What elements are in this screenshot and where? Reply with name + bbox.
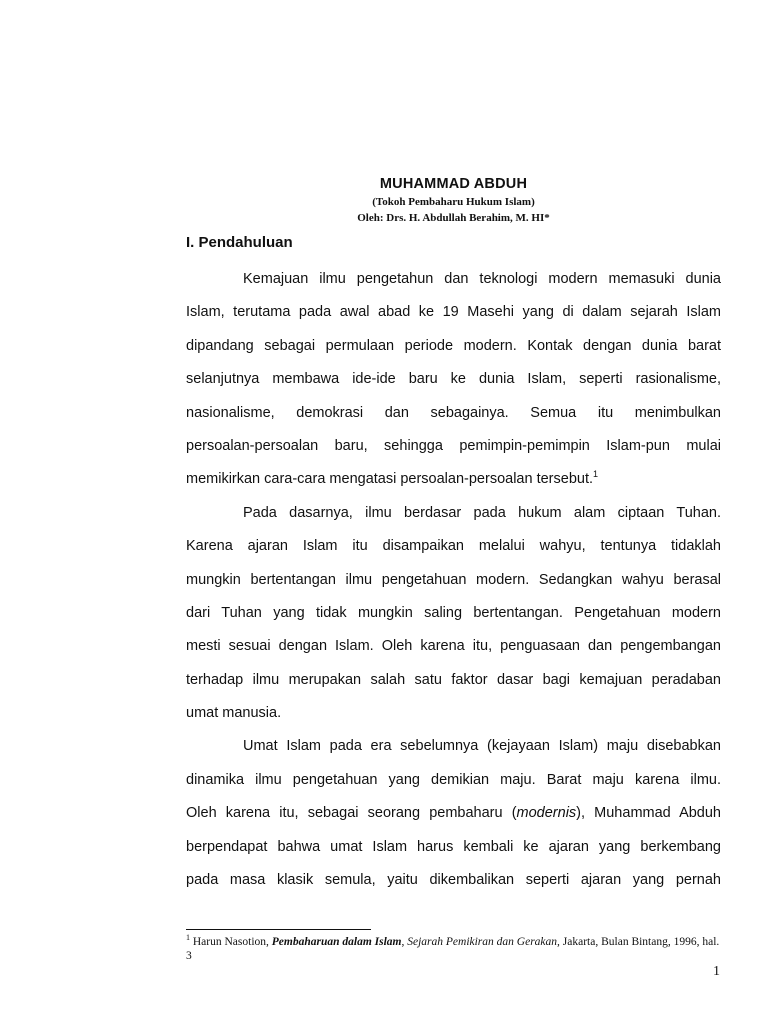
paragraph-line: selanjutnya membawa ide-ide baru ke dunia Islam, seperti rasionalisme, (186, 371, 721, 388)
document-author: Oleh: Drs. H. Abdullah Berahim, M. HI* (357, 212, 550, 224)
footnote-author: Harun Nasotion, (190, 936, 272, 948)
paragraph-line-text: memikirkan cara-cara mengatasi persoalan-persoalan tersebut. (186, 471, 593, 488)
footnote (186, 935, 721, 963)
section-heading: I. Pendahuluan (186, 234, 293, 251)
paragraph-line: berpendapat bahwa umat Islam harus kembali ke ajaran yang berkembang (186, 838, 721, 855)
paragraph-line: persoalan-persoalan baru, sehingga pemimpin-pemimpin Islam-pun mulai (186, 437, 721, 454)
paragraph-line: Karena ajaran Islam itu disampaikan melalui wahyu, tentunya tidaklah (186, 538, 721, 555)
paragraph-line: Pada dasarnya, ilmu berdasar pada hukum alam ciptaan Tuhan. (243, 504, 721, 521)
paragraph-line: Umat Islam pada era sebelumnya (kejayaan Islam) maju disebabkan (243, 738, 721, 755)
paragraph-line: umat manusia. (186, 705, 282, 722)
paragraph-line-text: Oleh karena itu, sebagai seorang pembaharu ( (186, 805, 517, 822)
body-text (186, 263, 721, 897)
paragraph-line: pada masa klasik semula, yaitu dikembalikan seperti ajaran yang pernah (186, 872, 721, 889)
paragraph-line: Kemajuan ilmu pengetahun dan teknologi modern memasuki dunia (243, 271, 721, 287)
footnote-reference: 1 (593, 469, 599, 480)
paragraph-line: terhadap ilmu merupakan salah satu faktor dasar bagi kemajuan peradaban (186, 671, 721, 688)
title-block (186, 174, 721, 226)
document-title: MUHAMMAD ABDUH (379, 176, 528, 192)
paragraph-line (186, 797, 721, 830)
footnote-number: 1 (186, 933, 190, 943)
paragraph-line: nasionalisme, demokrasi dan sebagainya. Semua itu menimbulkan (186, 404, 721, 421)
paragraph-line: dari Tuhan yang tidak mungkin saling bertentangan. Pengetahuan modern (186, 604, 721, 621)
paragraph-line: mesti sesuai dengan Islam. Oleh karena itu, penguasaan dan pengembangan (186, 638, 721, 655)
footnote-book-title: Pembaharuan dalam Islam (271, 936, 402, 948)
paragraph-line: mungkin bertentangan ilmu pengetahuan modern. Sedangkan wahyu berasal (186, 571, 721, 588)
paragraph-line: Islam, terutama pada awal abad ke 19 Masehi yang di dalam sejarah Islam (186, 304, 721, 321)
footnote-separator-text: , (401, 936, 408, 948)
footnote-book-subtitle: Sejarah Pemikiran dan Gerakan, (407, 936, 560, 948)
paragraph-line (186, 463, 721, 496)
page-number: 1 (713, 964, 720, 979)
paragraph-line: dipandang sebagai permulaan periode modern. Kontak dengan dunia barat (186, 337, 721, 354)
footnote-separator (186, 929, 371, 930)
footnote-publisher: Jakarta, Bulan Bintang, 1996, hal. 3 (186, 936, 720, 962)
document-subtitle: (Tokoh Pembaharu Hukum Islam) (372, 196, 535, 208)
paragraph-line: dinamika ilmu pengetahuan yang demikian maju. Barat maju karena ilmu. (186, 771, 721, 788)
paragraph-line-text: ), Muhammad Abduh (576, 805, 721, 822)
italic-term: modernis (516, 805, 577, 822)
